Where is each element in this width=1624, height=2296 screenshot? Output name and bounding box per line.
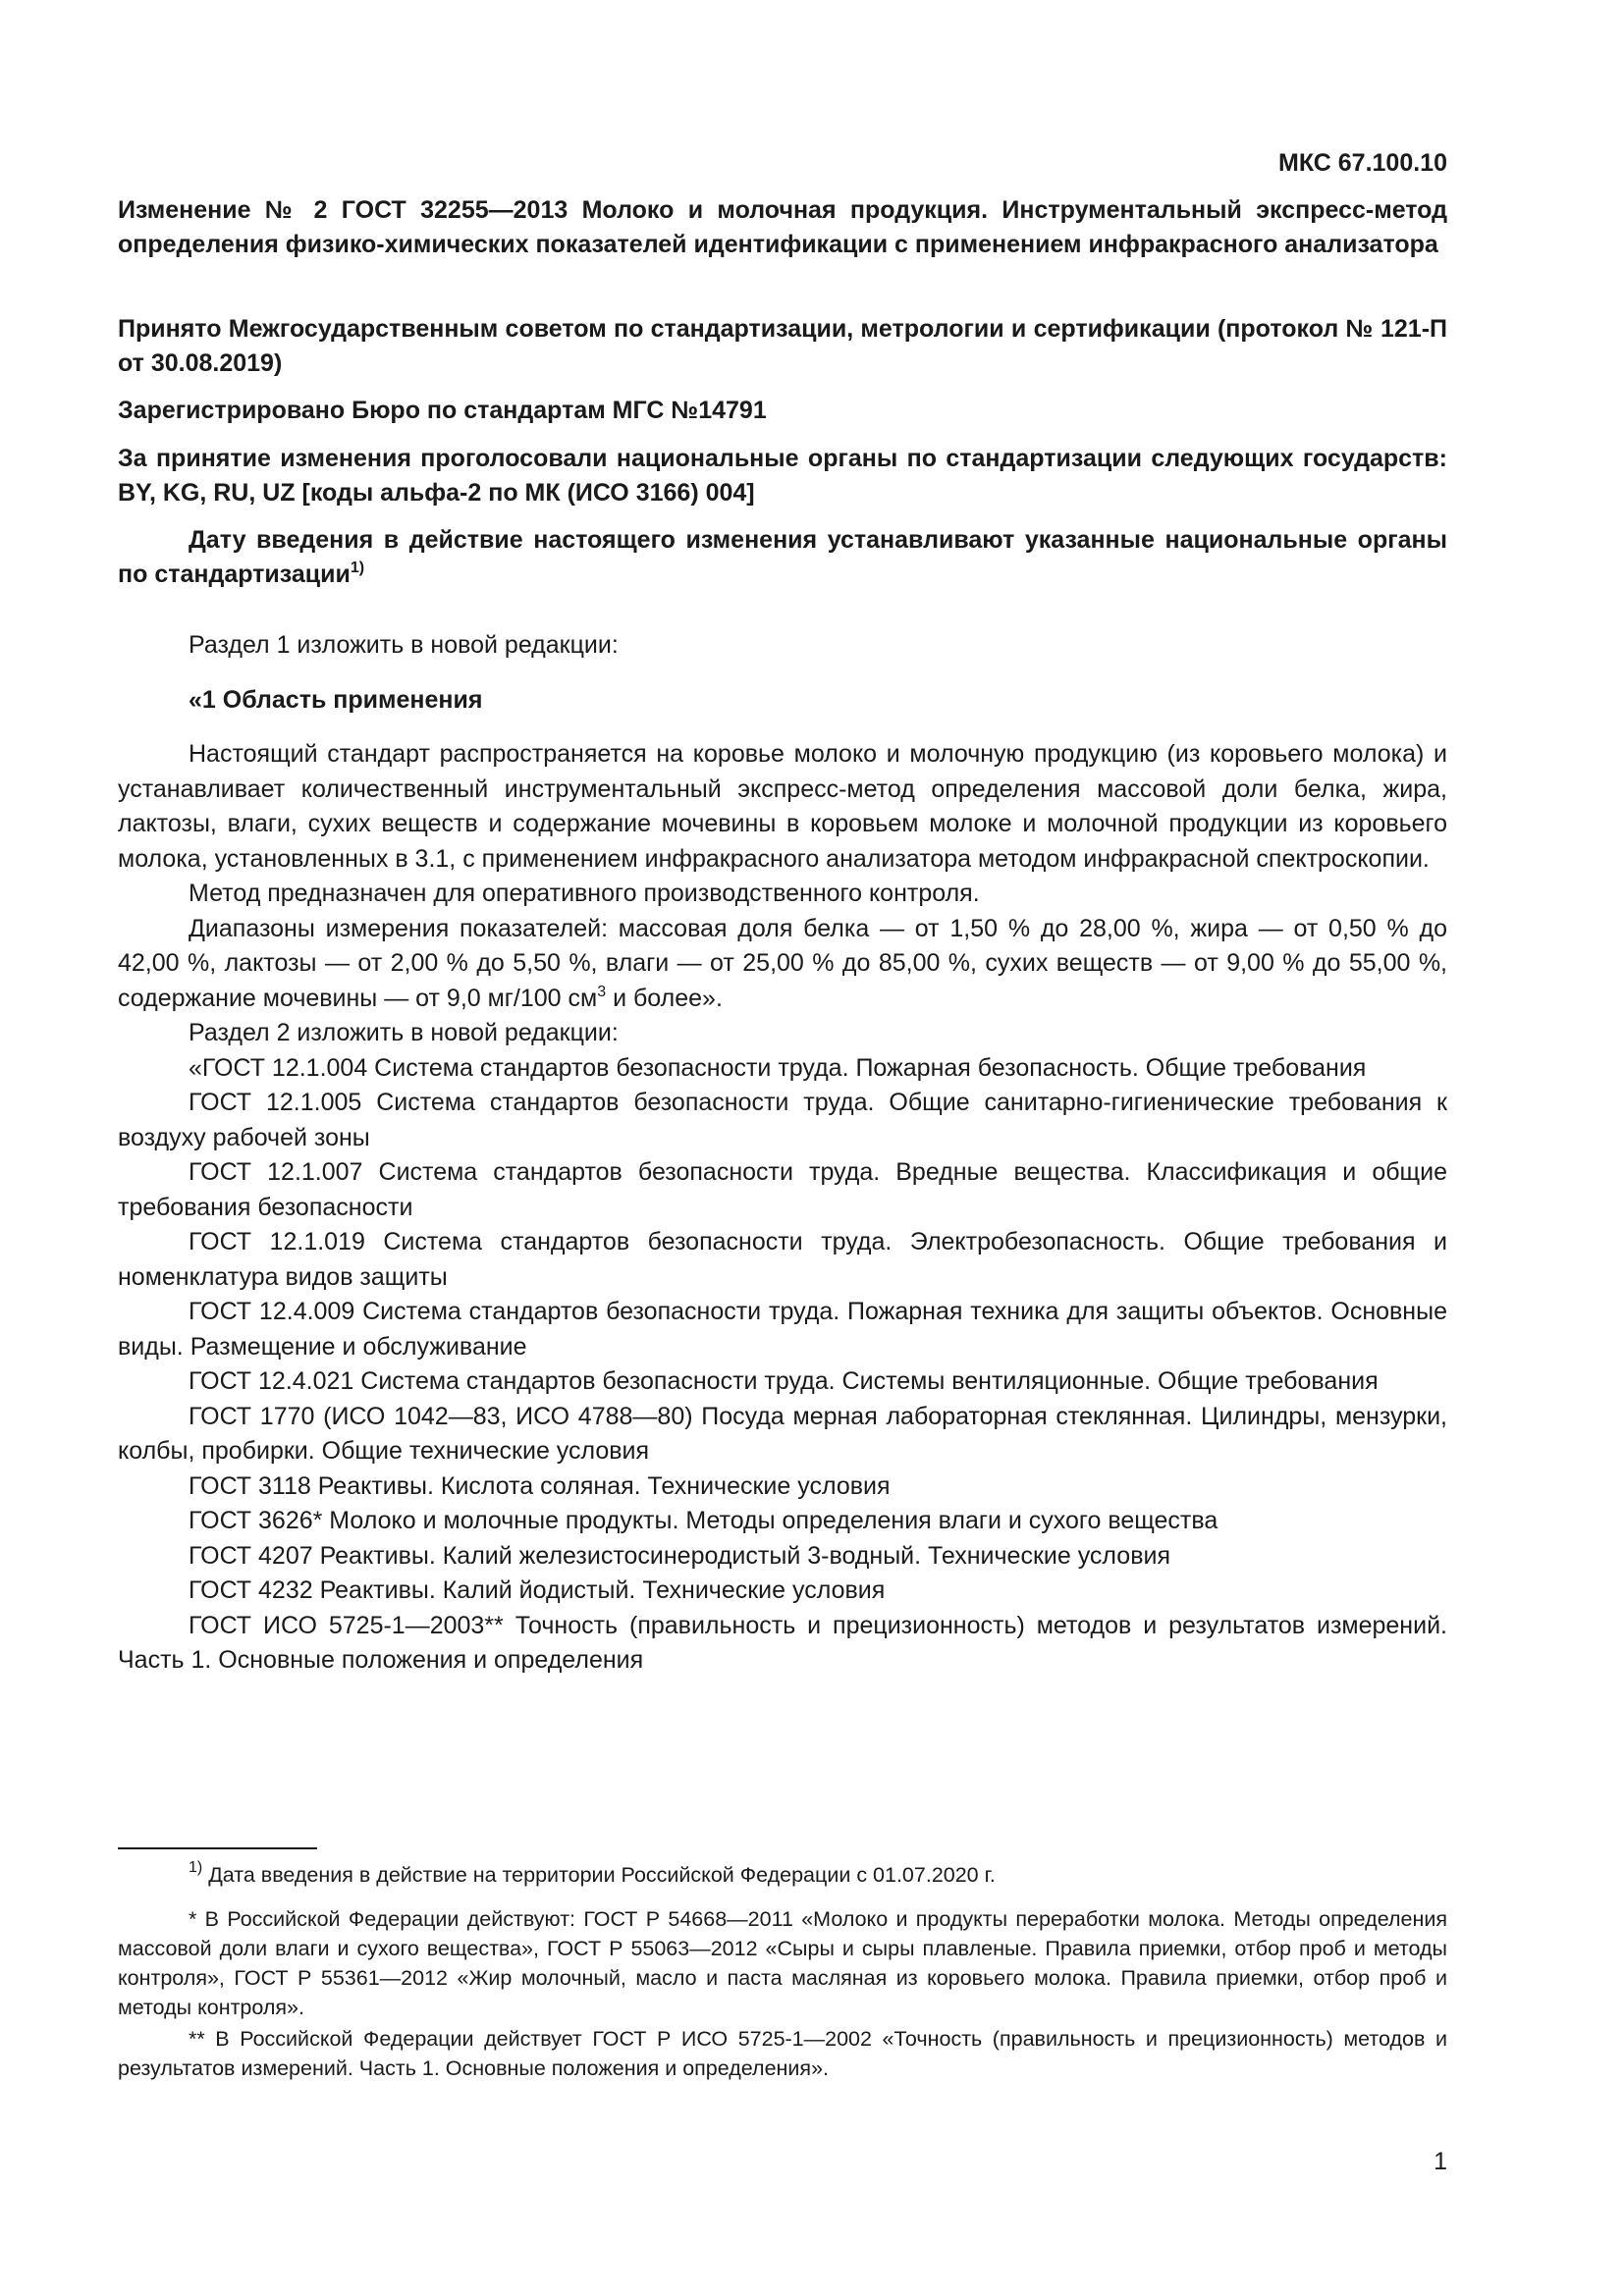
reference-item: «ГОСТ 12.1.004 Система стандартов безопасности труда. Пожарная безопасность. Общие требования [189, 1053, 1367, 1082]
document-body [118, 628, 1447, 1679]
footnote-1-text [118, 1860, 1447, 1890]
section1-heading: «1 Область применения [189, 685, 483, 714]
reference-item: ГОСТ 12.1.005 Система стандартов безопасности труда. Общие санитарно-гигиенические требования к воздуху рабочей зоны [118, 1089, 1447, 1151]
scope-paragraph: Настоящий стандарт распространяется на коровье молоко и молочную продукцию (из коровьего молока) и устанавливает количественный инструментальный экспресс-метод определения массовой доли белка, жира, лактозы, влаги, сухих веществ и содержание мочевины в коровьем молоке и молочной продукции из коровьего молока, установленных в 3.1, с применением инфракрасного анализатора методом инфракрасной спектроскопии. [118, 740, 1447, 873]
footnote-ref-1[interactable]: 1) [350, 560, 365, 576]
voting-states: За принятие изменения проголосовали национальные органы по стандартизации следующих государств: BY, KG, RU, UZ [коды альфа-2 по МК (ИСО 3166) 004] [118, 445, 1447, 507]
footnotes-stars [118, 1904, 1447, 2083]
footnote-1-body: Дата введения в действие на территории Российской Федерации с 01.07.2020 г. [202, 1863, 996, 1887]
page-number: 1 [1434, 2148, 1447, 2175]
mks-code: МКС 67.100.10 [1278, 149, 1447, 177]
footnote-1-marker: 1) [189, 1859, 203, 1876]
scope-ranges-end: и более». [606, 984, 723, 1012]
reference-item: ГОСТ 12.1.007 Система стандартов безопасности труда. Вредные вещества. Классификация и общие требования безопасности [118, 1158, 1447, 1221]
reference-item: ГОСТ ИСО 5725-1—2003** Точность (правильность и прецизионность) методов и результатов измерений. Часть 1. Основные положения и определения [118, 1611, 1447, 1674]
accepted-by: Принято Межгосударственным советом по стандартизации, метрологии и сертификации (протокол № 121-П от 30.08.2019) [118, 315, 1447, 377]
footnote-double-star: ** В Российской Федерации действует ГОСТ Р ИСО 5725-1—2002 «Точность (правильность и прецизионность) методов и результатов измерений. Часть 1. Основные положения и определения». [118, 2027, 1447, 2080]
section1-intro: Раздел 1 изложить в новой редакции: [189, 631, 619, 659]
registration-note: Зарегистрировано Бюро по стандартам МГС №14791 [118, 397, 767, 424]
scope-purpose: Метод предназначен для оперативного производственного контроля. [189, 880, 980, 907]
amendment-title: Изменение № 2 ГОСТ 32255—2013 Молоко и молочная продукция. Инструментальный экспресс-метод определения физико-химических показателей идентификации с применением инфракрасного анализатора [118, 196, 1447, 258]
cubic-superscript: 3 [597, 983, 607, 1000]
scope-ranges-text: Диапазоны измерения показателей: массовая доля белка — от 1,50 % до 28,00 %, жира — от 0,50 % до 42,00 %, лактозы — от 2,00 % до 5,50 %, влаги — от 25,00 % до 85,00 %, сухих веществ — от 9,00 % до 55,00 %, содержание мочевины — от 9,0 мг/100 см [118, 914, 1447, 1012]
effective-date-text: Дату введения в действие настоящего изменения устанавливают указанные национальные органы по стандартизации [118, 526, 1447, 588]
scope-ranges [118, 912, 1447, 1017]
reference-item: ГОСТ 12.1.019 Система стандартов безопасности труда. Электробезопасность. Общие требования и номенклатура видов защиты [118, 1228, 1447, 1291]
footnote-separator [118, 1847, 317, 1849]
footnote-1 [118, 1860, 1447, 1890]
reference-item: ГОСТ 3626* Молоко и молочные продукты. Методы определения влаги и сухого вещества [189, 1507, 1218, 1534]
footnote-star: * В Российской Федерации действуют: ГОСТ Р 54668—2011 «Молоко и продукты переработки молока. Методы определения массовой доли влаги и сухого вещества», ГОСТ Р 55063—2012 «Сыры и сыры плавленые. Правила приемки, отбор проб и методы контроля», ГОСТ Р 55361—2012 «Жир молочный, масло и паста масляная из коровьего молока. Правила приемки, отбор проб и методы контроля». [118, 1907, 1447, 2019]
reference-item: ГОСТ 3118 Реактивы. Кислота соляная. Технические условия [189, 1471, 891, 1500]
section2-intro: Раздел 2 изложить в новой редакции: [189, 1019, 619, 1046]
reference-item: ГОСТ 1770 (ИСО 1042—83, ИСО 4788—80) Посуда мерная лабораторная стеклянная. Цилиндры, мензурки, колбы, пробирки. Общие технические условия [118, 1402, 1447, 1465]
reference-item: ГОСТ 4207 Реактивы. Калий железистосинеродистый 3-водный. Технические условия [189, 1541, 1170, 1570]
reference-item: ГОСТ 12.4.009 Система стандартов безопасности труда. Пожарная техника для защиты объектов. Основные виды. Размещение и обслуживание [118, 1298, 1447, 1361]
effective-date-note [118, 523, 1447, 592]
reference-item: ГОСТ 12.4.021 Система стандартов безопасности труда. Системы вентиляционные. Общие требования [189, 1367, 1379, 1395]
reference-item: ГОСТ 4232 Реактивы. Калий йодистый. Технические условия [189, 1576, 886, 1604]
